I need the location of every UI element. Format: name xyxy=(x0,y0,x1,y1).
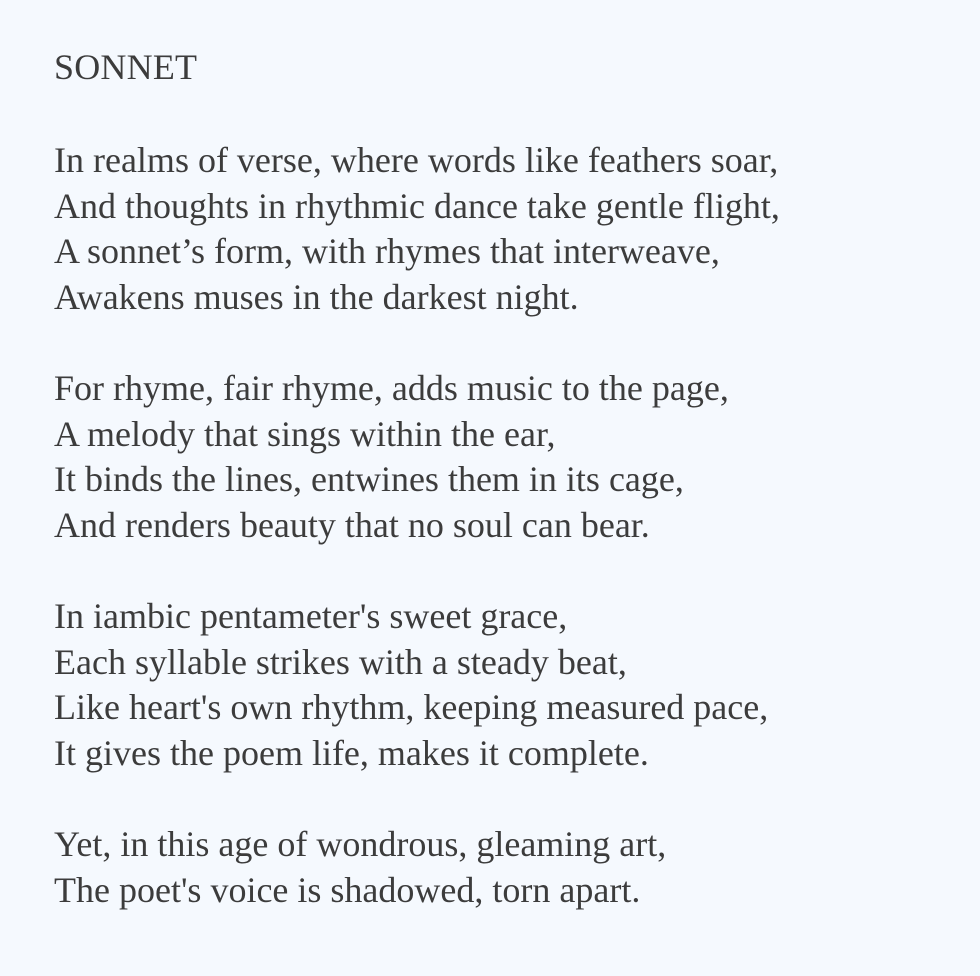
poem-line: It gives the poem life, makes it complete. xyxy=(54,732,649,773)
poem-line: In realms of verse, where words like feathers soar, xyxy=(54,140,779,180)
poem-line: Awakens muses in the darkest night. xyxy=(54,276,579,317)
stanza-1 xyxy=(54,138,954,320)
stanza-3 xyxy=(54,594,954,776)
stanza-2 xyxy=(54,366,954,548)
poem-page xyxy=(54,46,954,913)
poem-line: A melody that sings within the ear, xyxy=(54,413,556,454)
poem-line: And renders beauty that no soul can bear. xyxy=(54,504,650,545)
poem-line: The poet's voice is shadowed, torn apart. xyxy=(54,869,641,910)
poem-title: SONNET xyxy=(54,47,198,87)
poem-line: Yet, in this age of wondrous, gleaming art, xyxy=(54,824,667,864)
poem-line: Each syllable strikes with a steady beat, xyxy=(54,641,627,682)
poem-line: Like heart's own rhythm, keeping measured pace, xyxy=(54,687,769,727)
poem-line: And thoughts in rhythmic dance take gentle flight, xyxy=(54,185,780,226)
closing-couplet xyxy=(54,822,954,913)
poem-line: It binds the lines, entwines them in its cage, xyxy=(54,459,684,499)
poem-line: A sonnet’s form, with rhymes that interweave, xyxy=(54,231,720,271)
poem-line: In iambic pentameter's sweet grace, xyxy=(54,596,568,636)
poem-line: For rhyme, fair rhyme, adds music to the page, xyxy=(54,368,729,408)
